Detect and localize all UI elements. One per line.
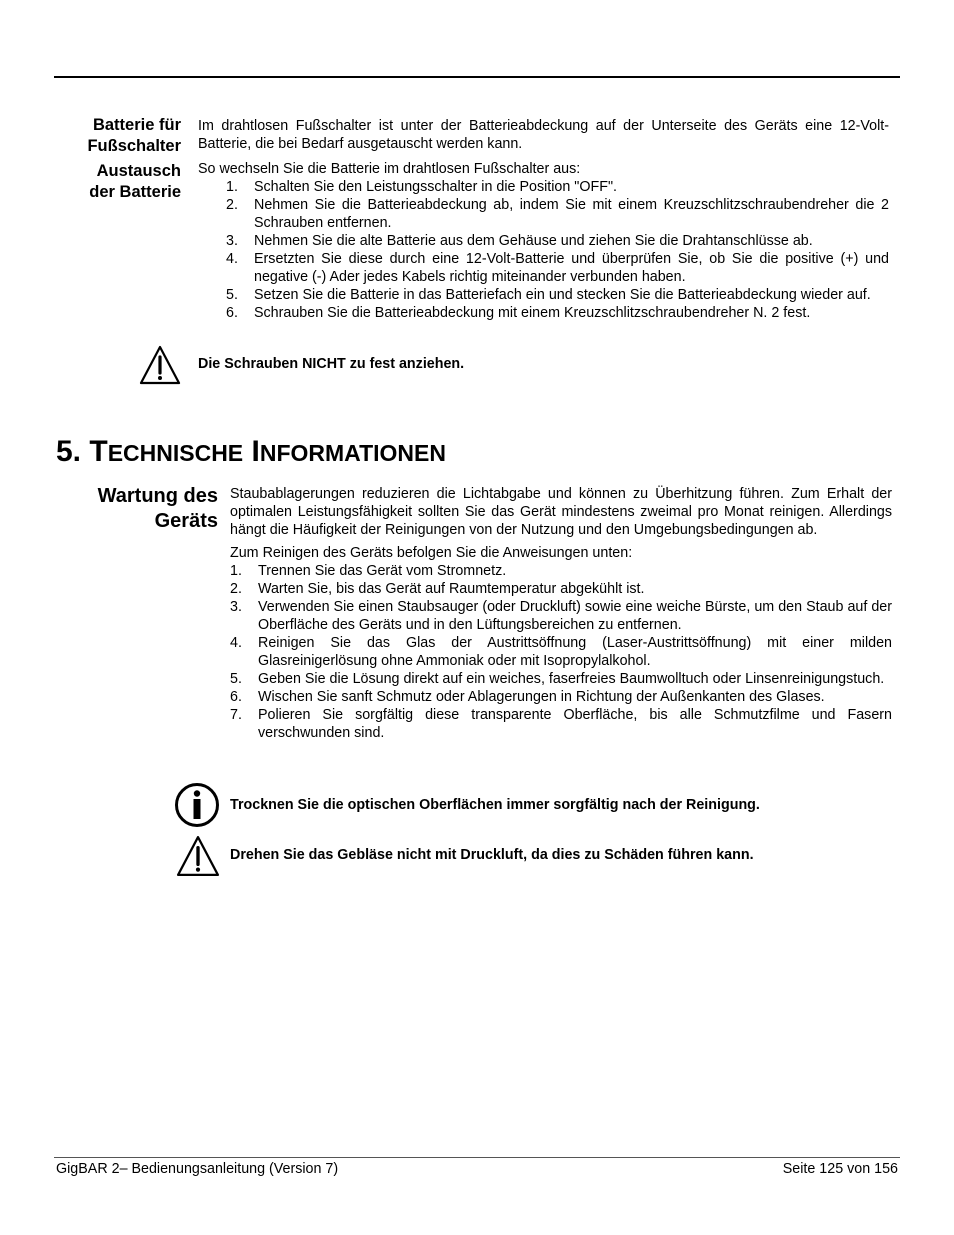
battery-intro: Im drahtlosen Fußschalter ist unter der Batterieabdeckung auf der Unterseite des Geräts eine 12-Volt-Batterie, die bei Bedarf ausgetauscht werden kann.	[198, 118, 889, 152]
maintenance-intro: Staubablagerungen reduzieren die Lichtabgabe und können zu Überhitzung führen. Zum Erhalt der optimalen Leistungsfähigkeit sollten Sie das Gerät mindestens zweimal pro Monat reinigen. Allerdings hängt die Häufigkeit der Reinigungen von der Nutzung und den Umgebungsbedingungen ab.	[230, 486, 892, 538]
footer-page-number: Seite 125 von 156	[782, 1161, 898, 1177]
list-item-number: 2.	[226, 197, 238, 213]
list-item-text: Schrauben Sie die Batterieabdeckung mit einem Kreuzschlitzschraubendreher N. 2 fest.	[254, 305, 811, 321]
list-item	[230, 562, 892, 580]
list-item-number: 3.	[230, 599, 242, 615]
maintenance-steps	[230, 562, 892, 742]
list-item-number: 7.	[230, 707, 242, 723]
list-item-text: Polieren Sie sorgfältig diese transparente Oberfläche, bis alle Schmutzfilme und Fasern verschwunden sind.	[258, 707, 892, 741]
section1-body	[198, 117, 889, 322]
chapter-heading: 5. TECHNISCHE INFORMATIONEN	[56, 435, 446, 468]
list-item-number: 1.	[230, 563, 242, 579]
list-item	[198, 178, 889, 196]
list-item	[198, 286, 889, 304]
list-item-text: Setzen Sie die Batterie in das Batteriefach ein und stecken Sie die Batterieabdeckung wieder auf.	[254, 287, 871, 303]
list-item-text: Wischen Sie sanft Schmutz oder Ablagerungen in Richtung der Außenkanten des Glases.	[258, 689, 825, 705]
battery-lead: So wechseln Sie die Batterie im drahtlosen Fußschalter aus:	[198, 161, 581, 177]
list-item-text: Schalten Sie den Leistungsschalter in die Position "OFF".	[254, 179, 617, 195]
list-item-number: 3.	[226, 233, 238, 249]
list-item-number: 6.	[226, 305, 238, 321]
list-item	[230, 688, 892, 706]
list-item-number: 5.	[230, 671, 242, 687]
list-item-text: Nehmen Sie die alte Batterie aus dem Gehäuse und ziehen Sie die Drahtanschlüsse ab.	[254, 233, 813, 249]
battery-steps	[198, 178, 889, 322]
list-item-text: Verwenden Sie einen Staubsauger (oder Druckluft) sowie eine weiche Bürste, um den Staub auf der Oberfläche des Geräts und in den Lüftungsbereichen zu entfernen.	[258, 599, 892, 633]
info-circle-icon	[174, 782, 220, 828]
list-item-number: 4.	[230, 635, 242, 651]
warning-triangle-icon	[176, 835, 220, 877]
list-item	[230, 634, 892, 670]
list-item-number: 1.	[226, 179, 238, 195]
list-item	[198, 250, 889, 286]
list-item	[230, 670, 892, 688]
list-item-text: Ersetzten Sie diese durch eine 12-Volt-Batterie und überprüfen Sie, ob Sie die positive (+) und negative (-) Ader jedes Kabels richtig miteinander verbunden haben.	[254, 251, 889, 285]
list-item-text: Geben Sie die Lösung direkt auf ein weiches, faserfreies Baumwolltuch oder Linsenreinigungstuch.	[258, 671, 885, 687]
footer-rule	[54, 1157, 900, 1158]
list-item-number: 4.	[226, 251, 238, 267]
list-item	[230, 580, 892, 598]
battery-warning: Die Schrauben NICHT zu fest anziehen.	[198, 356, 465, 372]
list-item	[230, 706, 892, 742]
list-item-text: Trennen Sie das Gerät vom Stromnetz.	[258, 563, 507, 579]
list-item	[198, 304, 889, 322]
section2-body	[230, 485, 892, 742]
section-label-battery: Batterie für Fußschalter	[87, 116, 181, 155]
list-item-text: Warten Sie, bis das Gerät auf Raumtemperatur abgekühlt ist.	[258, 581, 645, 597]
maintenance-warning: Drehen Sie das Gebläse nicht mit Druckluft, da dies zu Schäden führen kann.	[230, 847, 754, 863]
list-item	[198, 232, 889, 250]
list-item-text: Reinigen Sie das Glas der Austrittsöffnung (Laser-Austrittsöffnung) mit einer milden Glasreinigerlösung ohne Ammoniak oder mit Isopropylalkohol.	[258, 635, 892, 669]
warning-triangle-icon	[139, 345, 181, 385]
maintenance-lead: Zum Reinigen des Geräts befolgen Sie die Anweisungen unten:	[230, 545, 633, 561]
section-label-maintenance: Wartung des Geräts	[97, 485, 218, 532]
list-item-text: Nehmen Sie die Batterieabdeckung ab, indem Sie mit einem Kreuzschlitzschraubendreher die 2 Schrauben entfernen.	[254, 197, 889, 231]
list-item	[230, 598, 892, 634]
section-label-battery-replace: Austausch der Batterie	[89, 162, 181, 201]
list-item-number: 6.	[230, 689, 242, 705]
list-item-number: 2.	[230, 581, 242, 597]
list-item-number: 5.	[226, 287, 238, 303]
header-rule	[54, 76, 900, 78]
list-item	[198, 196, 889, 232]
footer-document-title: GigBAR 2– Bedienungsanleitung (Version 7)	[56, 1161, 339, 1177]
maintenance-info-note: Trocknen Sie die optischen Oberflächen immer sorgfältig nach der Reinigung.	[230, 797, 760, 813]
